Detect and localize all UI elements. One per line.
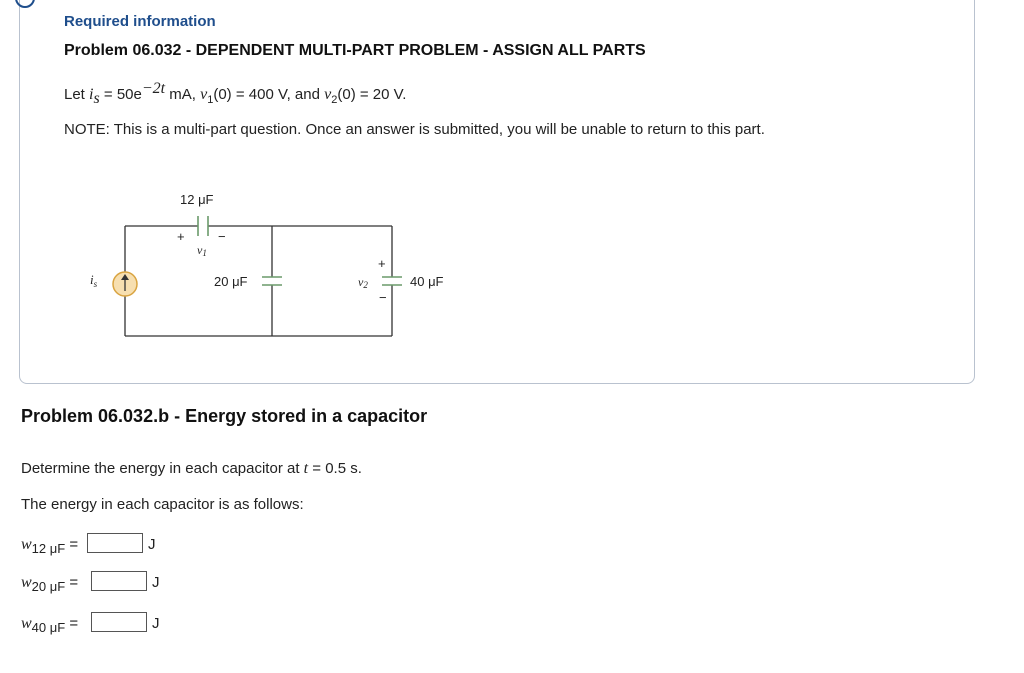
unit-label-40uf: J bbox=[152, 615, 160, 632]
v1-label: v1 bbox=[197, 243, 207, 258]
capacitor-40uf-symbol bbox=[382, 277, 402, 285]
v2-label: v2 bbox=[358, 275, 368, 290]
energy-20uf-input[interactable] bbox=[91, 571, 147, 591]
answer-label-12uf: $w_{12 \mu F}$ = bbox=[21, 536, 79, 556]
problem-title: Problem 06.032 - DEPENDENT MULTI-PART PROBLEM - ASSIGN ALL PARTS bbox=[64, 42, 646, 59]
unit-label-12uf: J bbox=[148, 536, 156, 553]
c3-label: 40 μF bbox=[410, 274, 444, 289]
v1-plus-sign: + bbox=[177, 229, 185, 244]
answer-label-40uf: $w_{40 \mu F}$ = bbox=[21, 615, 79, 635]
capacitor-20uf-symbol bbox=[262, 277, 282, 285]
circuit-wires bbox=[125, 226, 392, 336]
answer-intro: The energy in each capacitor is as follows: bbox=[21, 496, 304, 513]
part-title: Problem 06.032.b - Energy stored in a capacitor bbox=[21, 406, 428, 426]
energy-12uf-input[interactable] bbox=[87, 533, 143, 553]
given-conditions: Let $i_s = 50e^{-2t}$ mA, $v_1(0) = 400$ V, and $v_2(0) = 20$ V. bbox=[64, 80, 407, 107]
v2-minus-sign: − bbox=[379, 290, 387, 305]
v1-minus-sign: − bbox=[218, 229, 226, 244]
circuit-diagram bbox=[80, 180, 480, 360]
unit-label-20uf: J bbox=[152, 574, 160, 591]
capacitor-12uf-symbol bbox=[198, 216, 208, 236]
c1-label: 12 μF bbox=[180, 192, 214, 207]
question-text: Determine the energy in each capacitor at t = 0.5 s. bbox=[21, 460, 362, 477]
multipart-note: NOTE: This is a multi-part question. Once an answer is submitted, you will be unable to return to this part. bbox=[64, 121, 765, 138]
energy-40uf-input[interactable] bbox=[91, 612, 147, 632]
is-label: $i_s$ bbox=[90, 272, 98, 289]
c2-label: 20 μF bbox=[214, 274, 248, 289]
v2-plus-sign: + bbox=[378, 256, 386, 271]
required-info-heading: Required information bbox=[64, 13, 216, 30]
current-source-icon bbox=[113, 272, 137, 296]
answer-label-20uf: $w_{20 \mu F}$ = bbox=[21, 574, 79, 594]
